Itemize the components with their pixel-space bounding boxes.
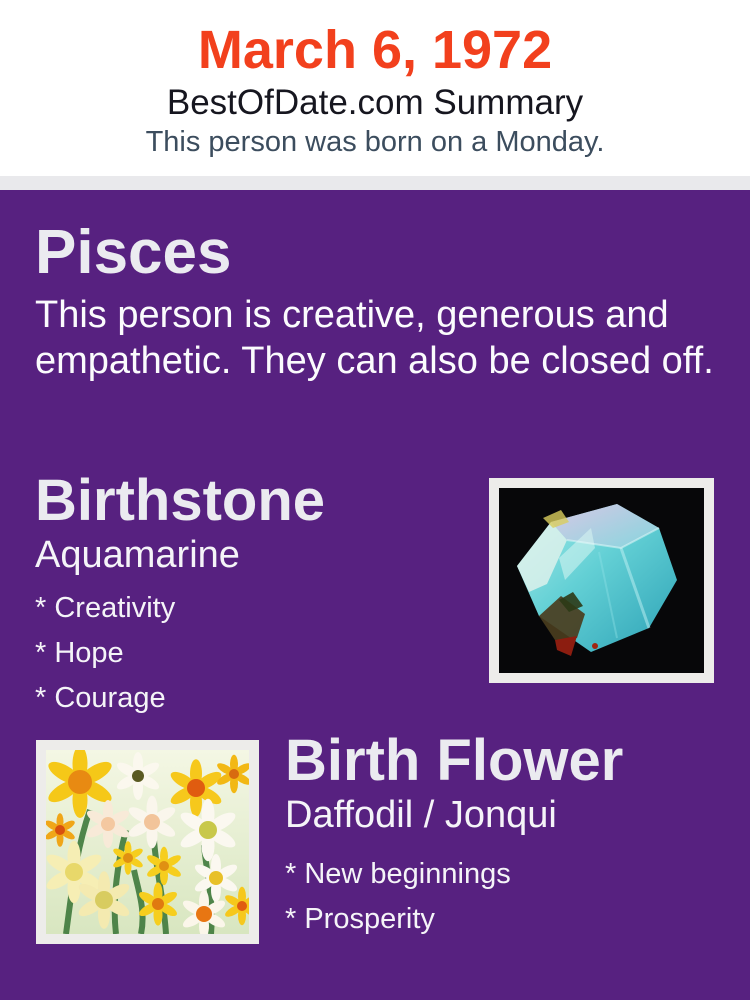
birthstone-image	[489, 478, 714, 683]
birth-flower-image	[36, 740, 259, 944]
birth-flower-heading: Birth Flower	[285, 728, 624, 793]
birth-flower-trait: * Prosperity	[285, 903, 435, 935]
birthstone-trait: * Creativity	[35, 592, 176, 624]
zodiac-heading: Pisces	[35, 218, 232, 287]
birth-flower-trait-list	[285, 852, 511, 942]
header-divider	[0, 176, 750, 190]
birthstone-heading: Birthstone	[35, 468, 325, 533]
site-summary-subtitle: BestOfDate.com Summary	[166, 82, 584, 122]
daffodil-flowers-illustration	[46, 750, 249, 934]
page-header	[0, 0, 750, 176]
zodiac-description: This person is creative, generous and empathetic. They can also be closed off.	[35, 294, 714, 382]
weekday-note: This person was born on a Monday.	[145, 126, 605, 159]
birthstone-trait: * Courage	[35, 682, 166, 714]
birthstone-name: Aquamarine	[35, 534, 240, 576]
content-area	[0, 190, 750, 1000]
aquamarine-stone-illustration	[499, 488, 704, 673]
birth-flower-name: Daffodil / Jonqui	[285, 794, 557, 836]
birthstone-trait: * Hope	[35, 637, 124, 669]
birthstone-trait-list	[35, 586, 175, 721]
birth-flower-trait: * New beginnings	[285, 858, 511, 890]
date-title: March 6, 1972	[197, 20, 553, 80]
